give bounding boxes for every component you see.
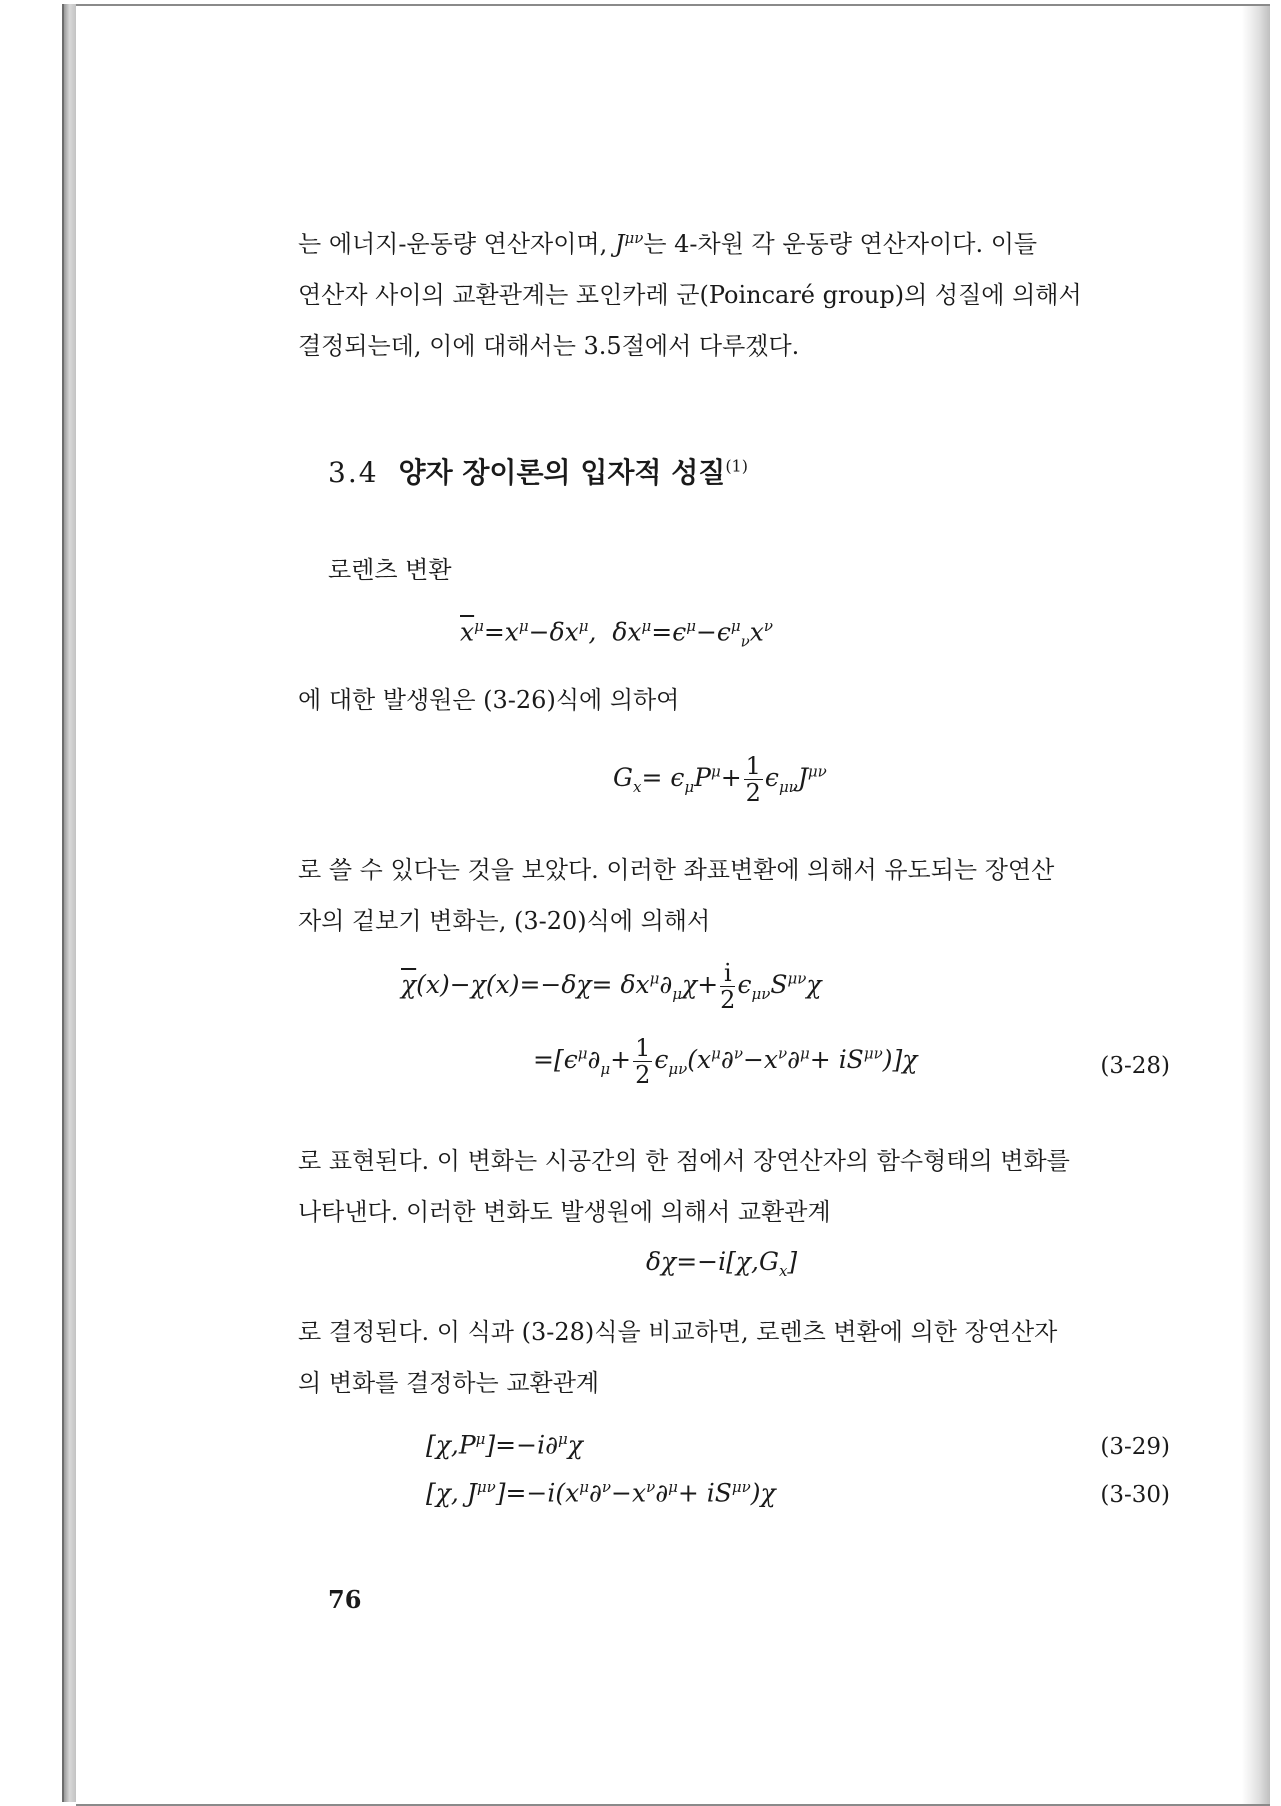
section-heading <box>328 451 748 491</box>
equation-field-change-line2: $=[\epsilon^\mu\partial_\mu+$ $\frac{1}{2}$ $\epsilon_{\mu\nu}(x^\mu\partial^\nu-x^\nu\partial^\mu+ iS^{\mu\nu})]\chi$ (3-28) <box>533 1034 1170 1089</box>
paragraph-comparison <box>298 1307 1170 1409</box>
equation-number-3-30: (3-30) <box>1100 1482 1170 1508</box>
equation-number-3-29: (3-29) <box>1100 1434 1170 1460</box>
section-number: 3.4 <box>328 456 379 489</box>
equation-number-3-28: (3-28) <box>1100 1053 1170 1079</box>
paragraph-intro <box>298 213 1170 372</box>
equation-field-change-line1: $\overline{\chi}(x)-\chi(x)=-\delta\chi= \delta x^\mu\partial_\mu\chi+$ $\frac{i}{2}$ $\epsilon_{\mu\nu}S^{\mu\nu}\chi$ <box>401 959 822 1014</box>
p4-line2: 나타낸다. 이러한 변화도 발생원에 의해서 교환관계 <box>298 1198 831 1226</box>
p1-line2: 연산자 사이의 교환관계는 포인카레 군(Poincaré group)의 성질에 의해서 <box>298 281 1082 309</box>
p5-line1: 로 결정된다. 이 식과 (3-28)식을 비교하면, 로렌츠 변환에 의한 장연산자 <box>298 1318 1058 1346</box>
p4-line1: 로 표현된다. 이 변화는 시공간의 한 점에서 장연산자의 함수형태의 변화를 <box>298 1147 1070 1175</box>
paragraph-coordinate <box>298 845 1170 947</box>
p3-line1: 로 쓸 수 있다는 것을 보았다. 이러한 좌표변환에 의해서 유도되는 장연산 <box>298 856 1055 884</box>
p3-line2: 자의 겉보기 변화는, (3-20)식에 의해서 <box>298 907 711 935</box>
section-title-ref: (1) <box>725 456 748 476</box>
p1-line1: 는 에너지-운동량 연산자이며, $J^{\mu\nu}$는 4-차원 각 운동량 연산자이다. 이들 <box>298 229 1038 258</box>
equation-3-29: $[\chi,P^\mu]=-i\partial^\mu\chi$ (3-29) <box>426 1430 1170 1460</box>
equation-commutator-generator: $\delta\chi=-i[\chi,G_x]$ <box>646 1247 798 1280</box>
equation-3-30: [χ, $J^{\mu\nu}]=-i(x^\mu\partial^\nu-x^\nu\partial^\mu+ iS^{\mu\nu})\chi$ (3-30) <box>426 1478 1170 1508</box>
paragraph-generator: 에 대한 발생원은 (3-26)식에 의하여 <box>298 686 680 714</box>
page-shadow <box>1242 6 1270 1804</box>
section-title: 양자 장이론의 입자적 성질 <box>398 456 726 489</box>
subheading-lorentz: 로렌츠 변환 <box>328 556 452 584</box>
p1-line3: 결정되는데, 이에 대해서는 3.5절에서 다루겠다. <box>298 332 800 360</box>
p5-line2: 의 변화를 결정하는 교환관계 <box>298 1369 600 1397</box>
equation-lorentz-transform: $\overline{x}^\mu=x^\mu-\delta x^\mu$, $\delta x^\mu=\epsilon^\mu-\epsilon^\mu_\nu x^\nu$ <box>460 617 774 651</box>
equation-generator: $G_x= \epsilon_\mu P^\mu+$ $\frac{1}{2}$ $\epsilon_{\mu\nu}J^{\mu\nu}$ <box>613 752 827 807</box>
page-number: 76 <box>328 1585 362 1614</box>
paragraph-functional-change <box>298 1136 1170 1238</box>
